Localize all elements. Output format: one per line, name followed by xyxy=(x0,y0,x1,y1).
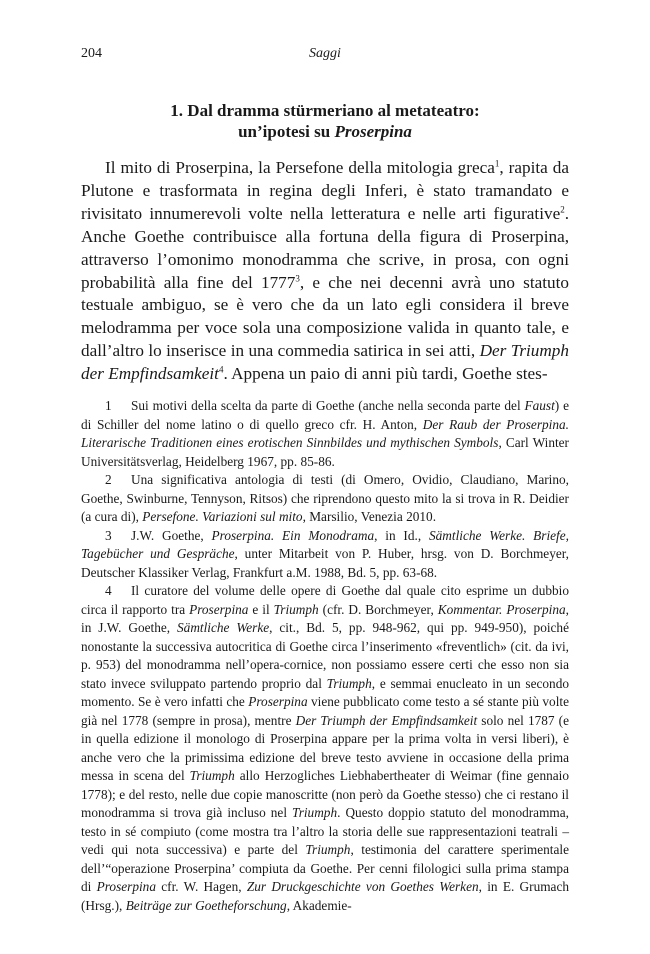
footnote-number: 4 xyxy=(105,583,112,598)
note-text: Sui motivi della scelta da parte di Goethe (anche nella seconda parte del xyxy=(131,398,525,413)
body-text-span: . Anche Goethe contribuisce alla fortuna della figura di Proserpina, attraverso l’omonimo monodramma che scrive, in prosa, con ogni probabilità alla fine del 1777 xyxy=(81,203,569,292)
page-number: 204 xyxy=(81,46,102,61)
body-italic: Der Triumph der Empfindsamkeit xyxy=(81,341,569,384)
footnote-2 xyxy=(81,471,569,527)
note-italic: Proserpina xyxy=(189,601,249,617)
note-italic: Proserpina xyxy=(248,694,308,709)
body-text-span: . Appena un paio di anni più tardi, Goethe stes- xyxy=(223,364,548,384)
note-italic: Persefone. Variazioni sul mito xyxy=(142,509,303,524)
body-paragraph xyxy=(81,157,569,386)
note-italic: Zur Druckgeschichte von Goethes Werken xyxy=(246,879,479,894)
note-text: , in Id., xyxy=(374,527,429,543)
note-text: , Akademie- xyxy=(286,897,352,913)
running-head: Saggi xyxy=(309,46,341,61)
footnote-1 xyxy=(81,397,569,471)
body-text xyxy=(81,157,569,386)
note-text: viene pubblicato come testo a sé stante più volte già nel 1778 (sempre in prosa), mentre xyxy=(81,694,569,728)
section-title-line-1: 1. Dal dramma stürmeriano al metateatro: xyxy=(170,101,480,120)
body-text-span: Il mito di Proserpina, la Persefone della mitologia greca xyxy=(105,158,495,177)
section-title xyxy=(81,100,569,142)
note-italic: Triumph xyxy=(305,842,351,857)
note-italic: Triumph xyxy=(326,675,372,691)
footnote-3 xyxy=(81,527,569,583)
footnote-number: 3 xyxy=(105,527,112,543)
footnote-ref[interactable]: 4 xyxy=(218,364,224,375)
footnote-number: 2 xyxy=(105,472,112,487)
note-text: cfr. W. Hagen, xyxy=(155,879,247,894)
note-text: , Marsilio, Venezia 2010. xyxy=(302,509,437,524)
note-text: , unter Mitarbeit von P. Huber, hrsg. von D. Borchmeyer, Deutscher Klassiker Verlag, Frankfurt a.M. 1988, Bd. 5, pp. 63-68. xyxy=(81,546,569,580)
note-text: J.W. Goethe, xyxy=(131,527,212,543)
body-text-span: , rapita da Plutone e trasformata in regina degli Inferi, è stato tramandato e rivisitato innumerevoli volte nella letteratura e nelle arti figurative xyxy=(81,158,569,223)
note-text: solo nel 1787 (e in quella edizione il monologo di Proserpina appare per la prima volta in versi liberi), è anche vero che la primissima edizione del breve testo avviene in occasione della prima messa in scena del xyxy=(81,712,569,783)
note-italic: Beiträge zur Goetheforschung xyxy=(125,897,287,913)
note-text: , cit., Bd. 5, pp. 948-962, qui pp. 949-950), poiché nonostante la successiva autocritica di Goethe circa l’inserimento «freventlich» (cit. da ivi, p. 953) del monodramma nell’opera-cornice, non possiamo essere certi che esso non sia stato invece sviluppato partendo proprio dal xyxy=(81,620,569,691)
note-italic: Kommentar. Proserpina xyxy=(437,601,566,617)
note-italic: Sämtliche Werke. Briefe, Tagebücher und Gespräche xyxy=(81,527,569,561)
note-italic: Proserpina. Ein Monodrama xyxy=(211,527,375,543)
footnote-ref[interactable]: 2 xyxy=(560,204,565,215)
footnotes xyxy=(81,397,569,915)
section-title-prefix: un’ipotesi su xyxy=(238,122,335,141)
note-text: Una significativa antologia di testi (di Omero, Ovidio, Claudiano, Marino, Goethe, Swinburne, Tennyson, Ritsos) che riprendono questo mito la si trova in R. Deidier (a cura di), xyxy=(81,472,569,524)
note-text: , in E. Grumach (Hrsg.), xyxy=(81,879,570,913)
page-header xyxy=(81,46,569,66)
footnote-ref[interactable]: 3 xyxy=(295,272,300,283)
note-italic: Sämtliche Werke xyxy=(177,620,270,635)
note-italic: Faust xyxy=(524,398,555,413)
note-text: , e semmai enucleato in un secondo momento. Se è vero infatti che xyxy=(81,675,569,709)
footnote-ref[interactable]: 1 xyxy=(494,158,500,169)
note-italic: Der Triumph der Empfindsamkeit xyxy=(295,712,478,728)
note-italic: Triumph xyxy=(292,805,338,820)
note-text: Il curatore del volume delle opere di Goethe dal quale cito esprime un dubbio circa il rapporto tra xyxy=(81,583,569,617)
note-text: , Carl Winter Universitätsverlag, Heidelberg 1967, pp. 85-86. xyxy=(81,435,569,469)
note-italic: Triumph xyxy=(189,768,235,783)
note-text: , in J.W. Goethe, xyxy=(81,601,569,635)
section-title-line-2 xyxy=(81,121,569,142)
section-title-work: Proserpina xyxy=(334,122,412,141)
note-text: . Questo doppio statuto del monodramma, testo in sé compiuto (come mostra tra l’altro la storia delle sue rappresentazioni teatrali – vedi qui nota successiva) e parte del xyxy=(81,805,569,857)
note-text: e il xyxy=(248,601,274,617)
footnote-4 xyxy=(81,582,569,915)
note-text: allo Herzogliches Liebhabertheater di Weimar (fine gennaio 1778); e del resto, nelle due copie manoscritte (non però da Goethe stesso) che ci restano il monodramma si trova già incluso nel xyxy=(81,768,569,820)
footnote-number: 1 xyxy=(105,398,112,413)
note-text: , testimonia del carattere sperimentale dell’“operazione Proserpina’ compiuta da Goethe. Per cenni filologici sulla prima stampa di xyxy=(81,842,569,894)
note-italic: Der Raub der Proserpina. Literarische Traditionen eines erotischen Sinnbildes und mythischen Symbols xyxy=(81,416,569,450)
note-text: (cfr. D. Borchmeyer, xyxy=(318,601,438,617)
note-text: ) e di Schiller del nome latino o di quello greco cfr. H. Anton, xyxy=(81,398,569,432)
note-italic: Triumph xyxy=(273,601,319,617)
body-text-span: , e che nei decenni avrà uno statuto testuale ambiguo, se è vero che da un lato egli considera il breve melodramma per voce sola una composizione valida in quanto tale, e dall’altro lo inserisce in una commedia satirica in sei atti, xyxy=(81,272,570,361)
note-italic: Proserpina xyxy=(96,879,156,894)
